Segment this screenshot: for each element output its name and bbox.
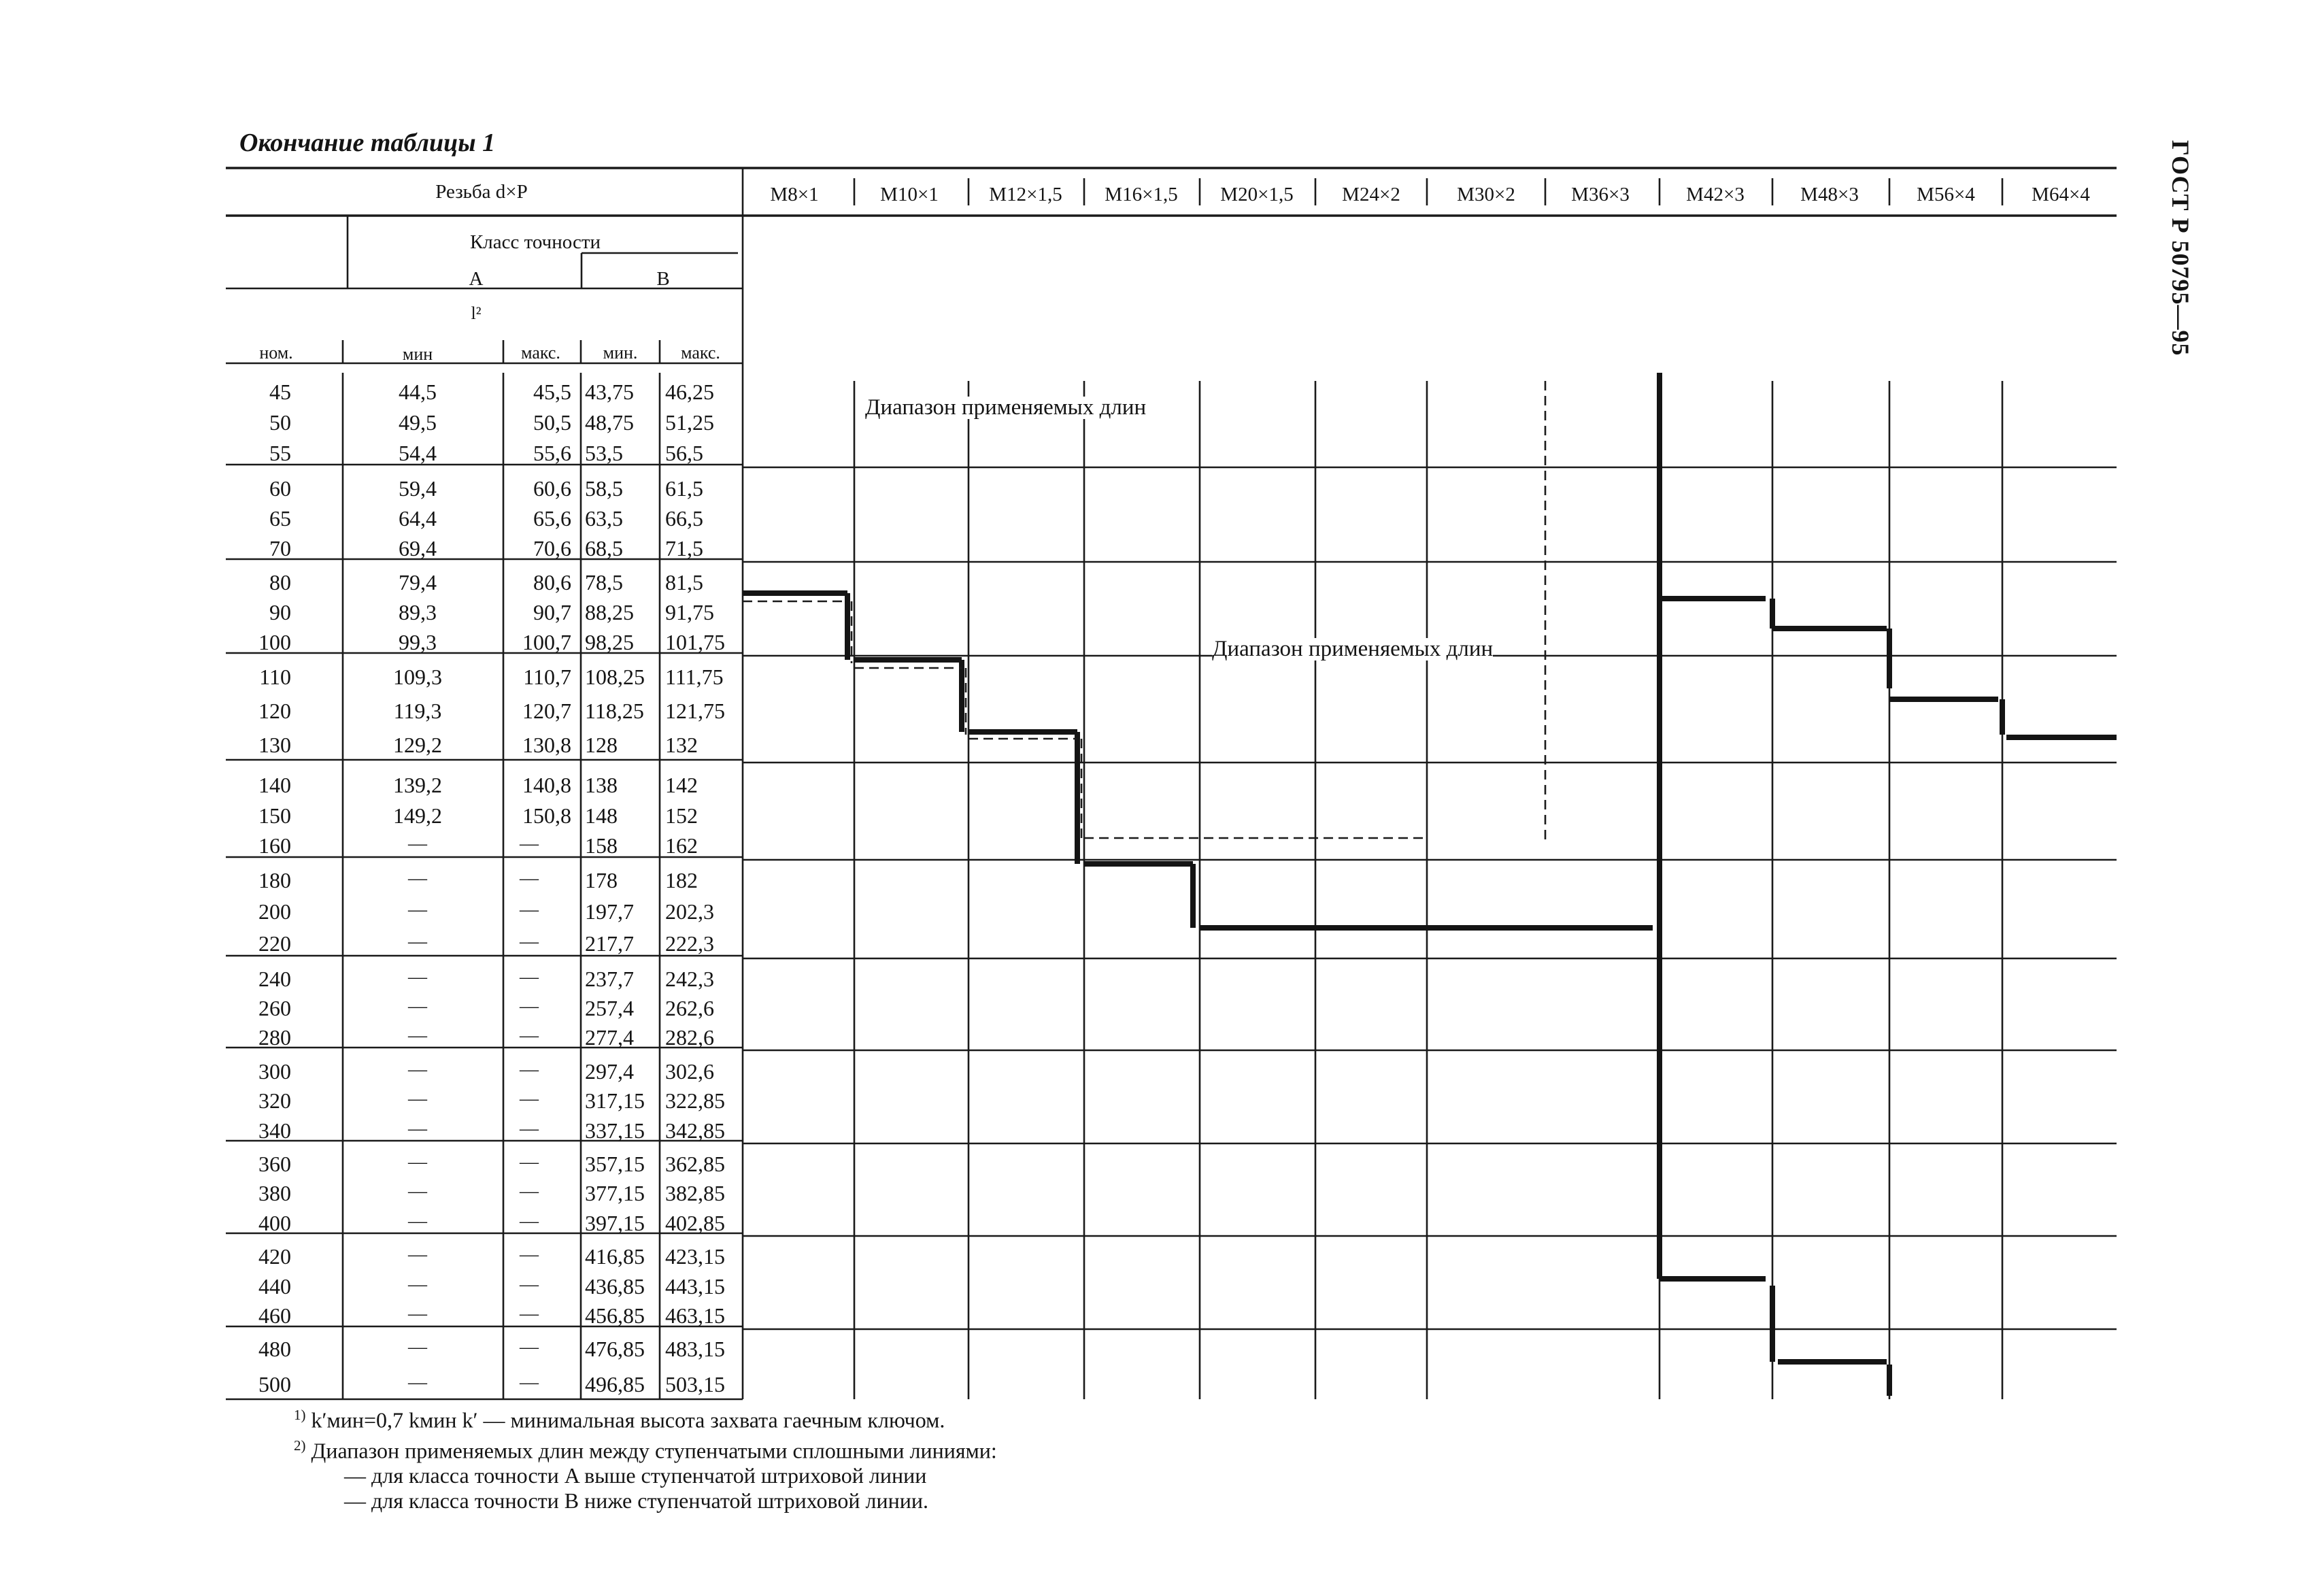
table-cell: 496,85 xyxy=(585,1372,645,1396)
table-cell: — xyxy=(520,1118,539,1139)
table-cell: 80 xyxy=(269,570,291,595)
table-cell: 45 xyxy=(269,380,291,404)
footnote-2-line-1: Диапазон применяемых длин между ступенчатыми сплошными линиями: xyxy=(311,1438,997,1463)
table-cell: 342,85 xyxy=(665,1118,725,1143)
table-cell: 500 xyxy=(258,1372,291,1396)
table-cell: 130,8 xyxy=(522,733,571,757)
table-cell: 142 xyxy=(665,773,698,797)
table-cell: — xyxy=(520,1025,539,1046)
footnote-2-line-2-row xyxy=(294,1463,997,1488)
table-cell: 58,5 xyxy=(585,476,623,501)
table-cell: 46,25 xyxy=(665,380,714,404)
table-cell: 65,6 xyxy=(533,506,571,531)
table-cell: 51,25 xyxy=(665,410,714,435)
footnote-2-line-3-row xyxy=(294,1488,997,1513)
table-cell: 69,4 xyxy=(399,536,437,561)
thread-header: Резьба d×P xyxy=(435,181,528,203)
table-cell: — xyxy=(408,899,427,921)
table-cell: 81,5 xyxy=(665,570,703,595)
table-cell: — xyxy=(520,1273,539,1295)
footnote-1 xyxy=(294,1403,997,1433)
table-cell: 197,7 xyxy=(585,899,634,924)
table-cell: — xyxy=(520,1059,539,1080)
thread-m64: M64×4 xyxy=(2032,184,2090,205)
table-cell: — xyxy=(408,931,427,952)
table-cell: 456,85 xyxy=(585,1303,645,1328)
table-cell: 48,75 xyxy=(585,410,634,435)
footnote-2 xyxy=(294,1433,997,1464)
table-cell: 64,4 xyxy=(399,506,437,531)
footnote-1-text: k′мин=0,7 kмин k′ — минимальная высота захвата гаечным ключом. xyxy=(311,1407,945,1433)
table-cell: 340 xyxy=(258,1118,291,1143)
table-cell: 420 xyxy=(258,1244,291,1269)
table-cell: 139,2 xyxy=(393,773,442,797)
table-cell: — xyxy=(520,833,539,855)
table-cell: 257,4 xyxy=(585,996,634,1020)
table-cell: 397,15 xyxy=(585,1210,645,1235)
table-cell: 150 xyxy=(258,803,291,828)
table-cell: 260 xyxy=(258,996,291,1020)
thread-m8: M8×1 xyxy=(770,184,819,205)
table-cell: 202,3 xyxy=(665,899,714,924)
table-cell: 280 xyxy=(258,1025,291,1050)
table-cell: 180 xyxy=(258,868,291,892)
table-cell: 101,75 xyxy=(665,630,725,654)
class-b-label: B xyxy=(656,268,670,290)
table-cell: 121,75 xyxy=(665,699,725,723)
table-cell: 150,8 xyxy=(522,803,571,828)
table-cell: 129,2 xyxy=(393,733,442,757)
table-cell: 382,85 xyxy=(665,1181,725,1206)
table-cell: 55 xyxy=(269,441,291,465)
table-cell: 302,6 xyxy=(665,1059,714,1084)
table-cell: — xyxy=(408,1181,427,1203)
table-cell: 44,5 xyxy=(399,380,437,404)
table-cell: 49,5 xyxy=(399,410,437,435)
thread-m16: M16×1,5 xyxy=(1105,184,1178,205)
table-cell: 297,4 xyxy=(585,1059,634,1084)
table-cell: — xyxy=(520,1244,539,1265)
table-cell: 90 xyxy=(269,600,291,624)
table-cell: 158 xyxy=(585,833,618,858)
table-cell: 220 xyxy=(258,931,291,956)
table-cell: 200 xyxy=(258,899,291,924)
table-cell: 322,85 xyxy=(665,1088,725,1114)
table-cell: 110,7 xyxy=(523,665,571,689)
table-cell: 416,85 xyxy=(585,1244,645,1269)
table-cell: 460 xyxy=(258,1303,291,1328)
table-cell: 282,6 xyxy=(665,1025,714,1050)
table-cell: 59,4 xyxy=(399,476,437,501)
table-cell: — xyxy=(520,1088,539,1110)
footnote-2-line-2: — для класса точности A выше ступенчатой штриховой линии xyxy=(344,1463,927,1488)
table-cell: 362,85 xyxy=(665,1152,725,1176)
class-header: Класс точности xyxy=(469,231,601,253)
table-cell: 79,4 xyxy=(399,570,437,595)
table-cell: — xyxy=(408,1088,427,1110)
table-cell: 71,5 xyxy=(665,536,703,561)
table-cell: 160 xyxy=(258,833,291,858)
table-cell: 108,25 xyxy=(585,665,645,689)
table-cell: 54,4 xyxy=(399,441,437,465)
table-cell: 182 xyxy=(665,868,698,892)
table-cell: 178 xyxy=(585,868,618,892)
table-cell: 377,15 xyxy=(585,1181,645,1206)
table-cell: 78,5 xyxy=(585,570,623,595)
table-cell: 99,3 xyxy=(399,630,437,654)
table-cell: 89,3 xyxy=(399,600,437,624)
table-cell: 480 xyxy=(258,1337,291,1361)
table-cell: 98,25 xyxy=(585,630,634,654)
table-cell: — xyxy=(520,868,539,889)
table-cell: — xyxy=(408,1118,427,1139)
table-cell: 262,6 xyxy=(665,996,714,1020)
table-cell: 240 xyxy=(258,967,291,991)
table-cell: 55,6 xyxy=(533,441,571,465)
table-cell: 402,85 xyxy=(665,1210,725,1235)
table-cell: — xyxy=(520,1303,539,1325)
table-cell: — xyxy=(520,1337,539,1358)
range-label-middle: Диапазон применяемых длин xyxy=(1212,637,1494,661)
footnote-1-marker: 1) xyxy=(294,1407,306,1423)
table-cell: 242,3 xyxy=(665,967,714,991)
table-cell: 50,5 xyxy=(533,410,571,435)
thread-m30: M30×2 xyxy=(1457,184,1515,205)
table-cell: — xyxy=(520,1181,539,1203)
table-cell: 443,15 xyxy=(665,1273,725,1299)
table-cell: 88,25 xyxy=(585,600,634,624)
table-cell: 70,6 xyxy=(533,536,571,561)
table-cell: 148 xyxy=(585,803,618,828)
table-cell: — xyxy=(408,868,427,889)
table-cell: 66,5 xyxy=(665,506,703,531)
table-cell: 70 xyxy=(269,536,291,561)
footnotes xyxy=(294,1403,997,1513)
table-cell: 68,5 xyxy=(585,536,623,561)
table-cell: 436,85 xyxy=(585,1273,645,1299)
table-cell: 237,7 xyxy=(585,967,634,991)
table-cell: — xyxy=(520,1372,539,1393)
table-cell: — xyxy=(408,996,427,1017)
table-cell: — xyxy=(408,1372,427,1393)
table-cell: — xyxy=(520,996,539,1017)
table-cell: — xyxy=(408,833,427,855)
table-cell: — xyxy=(408,1025,427,1046)
subheader-a-min: мин xyxy=(402,344,433,364)
table-cell: 120 xyxy=(258,699,291,723)
table-cell: 43,75 xyxy=(585,380,634,404)
range-label-top: Диапазон применяемых длин xyxy=(865,395,1147,420)
subheader-b-min: мин. xyxy=(603,343,638,363)
table-cell: 476,85 xyxy=(585,1337,645,1361)
continuation-title: Окончание таблицы 1 xyxy=(239,129,496,157)
table-cell: 120,7 xyxy=(522,699,571,723)
thread-m10: M10×1 xyxy=(880,184,939,205)
footnote-2-line-3: — для класса точности B ниже ступенчатой штриховой линии. xyxy=(344,1488,929,1513)
table-cell: — xyxy=(520,931,539,952)
table-cell: 53,5 xyxy=(585,441,623,465)
table-cell: 63,5 xyxy=(585,506,623,531)
table-cell: 119,3 xyxy=(393,699,442,723)
table-cell: — xyxy=(408,1337,427,1358)
table-cell: 357,15 xyxy=(585,1152,645,1176)
thread-m20: M20×1,5 xyxy=(1220,184,1294,205)
table-cell: — xyxy=(520,1152,539,1173)
table-cell: — xyxy=(408,1303,427,1325)
standard-number: ГОСТ Р 50795—95 xyxy=(2167,140,2194,356)
table-cell: 317,15 xyxy=(585,1088,645,1114)
table-cell: 45,5 xyxy=(533,380,571,404)
table-cell: 56,5 xyxy=(665,441,703,465)
table-cell: — xyxy=(408,967,427,988)
thread-m56: M56×4 xyxy=(1917,184,1975,205)
thread-m48: M48×3 xyxy=(1800,184,1859,205)
table-cell: 50 xyxy=(269,410,291,435)
thread-m12: M12×1,5 xyxy=(989,184,1062,205)
table-cell: 138 xyxy=(585,773,618,797)
subheader-b-max: макс. xyxy=(681,343,720,363)
table-cell: 128 xyxy=(585,733,618,757)
thread-m36: M36×3 xyxy=(1571,184,1630,205)
table-cell: 149,2 xyxy=(393,803,442,828)
table-cell: 152 xyxy=(665,803,698,828)
table-cell: — xyxy=(520,1210,539,1232)
table-cell: 111,75 xyxy=(665,665,724,689)
subheader-nom: ном. xyxy=(259,343,293,363)
length-symbol: l² xyxy=(471,303,482,323)
table-cell: 162 xyxy=(665,833,698,858)
thread-m42: M42×3 xyxy=(1686,184,1745,205)
table-cell: 380 xyxy=(258,1181,291,1206)
table-cell: 140 xyxy=(258,773,291,797)
table-cell: 65 xyxy=(269,506,291,531)
table-cell: 118,25 xyxy=(585,699,644,723)
table-cell: — xyxy=(520,899,539,921)
table-cell: 100 xyxy=(258,630,291,654)
table-cell: 300 xyxy=(258,1059,291,1084)
thread-m24: M24×2 xyxy=(1342,184,1400,205)
table-cell: 61,5 xyxy=(665,476,703,501)
table-cell: 130 xyxy=(258,733,291,757)
table-cell: 217,7 xyxy=(585,931,634,956)
table-cell: 60,6 xyxy=(533,476,571,501)
table-cell: 463,15 xyxy=(665,1303,725,1328)
table-cell: 483,15 xyxy=(665,1337,725,1361)
table-cell: 60 xyxy=(269,476,291,501)
table-cell: — xyxy=(520,967,539,988)
table-cell: 91,75 xyxy=(665,600,714,624)
table-cell: 277,4 xyxy=(585,1025,634,1050)
table-cell: 132 xyxy=(665,733,698,757)
table-cell: 423,15 xyxy=(665,1244,725,1269)
subheader-a-max: макс. xyxy=(521,343,560,363)
table-cell: 90,7 xyxy=(533,600,571,624)
table-cell: — xyxy=(408,1152,427,1173)
footnote-2-marker: 2) xyxy=(294,1437,306,1454)
table-cell: — xyxy=(408,1273,427,1295)
table-cell: — xyxy=(408,1059,427,1080)
table-cell: 440 xyxy=(258,1273,291,1299)
table-cell: — xyxy=(408,1210,427,1232)
table-cell: 400 xyxy=(258,1210,291,1235)
table-cell: 109,3 xyxy=(393,665,442,689)
class-a-label: A xyxy=(469,268,484,290)
table-cell: 140,8 xyxy=(522,773,571,797)
table-cell: 320 xyxy=(258,1088,291,1114)
table-cell: 360 xyxy=(258,1152,291,1176)
table-cell: 100,7 xyxy=(522,630,571,654)
table-cell: — xyxy=(408,1244,427,1265)
table-cell: 80,6 xyxy=(533,570,571,595)
table-cell: 110 xyxy=(259,665,291,689)
table-cell: 337,15 xyxy=(585,1118,645,1143)
table-cell: 222,3 xyxy=(665,931,714,956)
table-cell: 503,15 xyxy=(665,1372,725,1396)
